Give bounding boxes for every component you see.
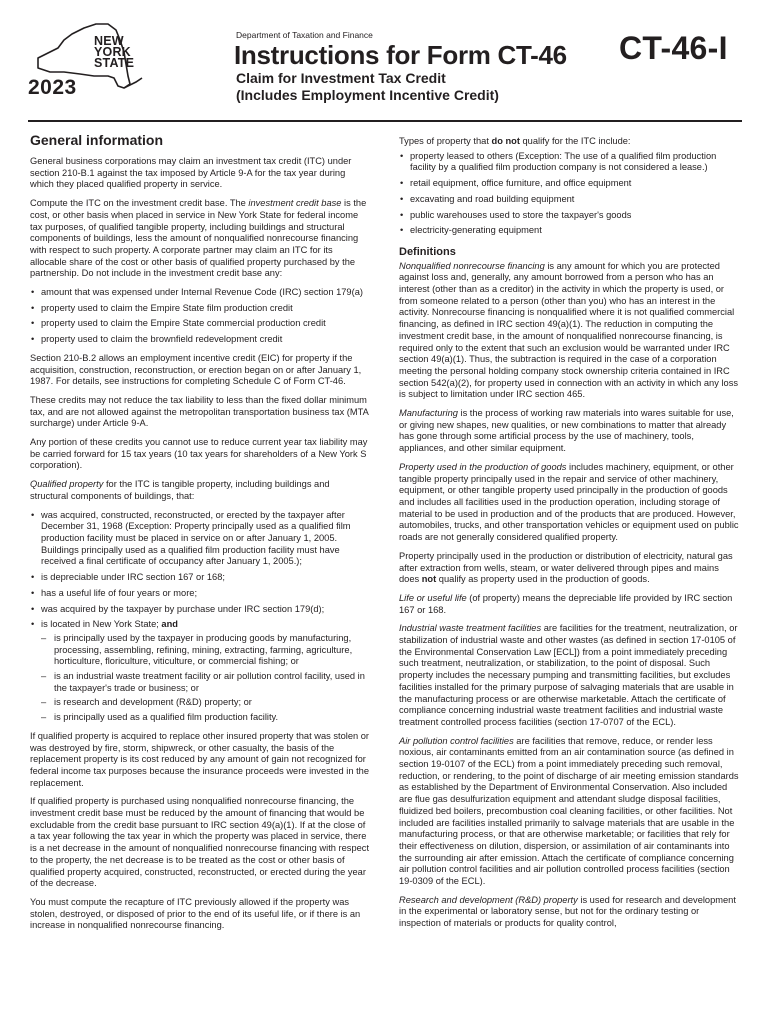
tax-year: 2023 xyxy=(28,76,77,99)
text-run: is the process of working raw materials into wares suitable for use, or giving new shapes, new qualities, or new combinations to matter that already has gone through some artificial process by the use of machinery, tools, appliances, and other similar equipment. xyxy=(399,408,734,454)
paragraph-credit-base xyxy=(30,198,370,280)
term: Nonqualified nonrecourse financing xyxy=(399,260,545,271)
header-divider xyxy=(28,120,742,122)
state-wordmark xyxy=(94,36,134,69)
paragraph-itc-intro: General business corporations may claim an investment tax credit (ITC) under section 210-B.1 against the tax imposed by Article 9-A for the tax year during which they placed qualified property in service. xyxy=(30,156,352,190)
text-run: Property principally used in the production or distribution of electricity, natural gas after extraction from wells, steam, or water delivered through pipes and mains does xyxy=(399,550,733,585)
subtitle-line-1: Claim for Investment Tax Credit xyxy=(236,70,446,86)
list-item: • property leased to others (Exception: The use of a qualified film production facility by a qualified film production company is not considered a lease.) xyxy=(399,151,741,174)
form-code: CT-46-I xyxy=(619,30,728,66)
exclusion-list xyxy=(30,287,370,346)
term: Property used in the production of goods xyxy=(399,461,567,472)
paragraph-nonrecourse-financing: If qualified property is purchased using nonqualified nonrecourse financing, the investment credit base must be reduced by the amount of financing that would be excludable from the credit base pursuant to IRC section 49(a)(1). If at the close of a tax year following the tax year in which the property was placed in service, there is a net decrease in the amount of nonqualified nonrecourse financing with respect to the property, the net decrease is to be treated as the cost or other basis of qualified property acquired, constructed, reconstructed, or erected during the year of the decrease. xyxy=(30,796,370,889)
paragraph-carryforward: Any portion of these credits you cannot use to reduce current year tax liability may be carried forward for 15 tax years (10 tax years for shareholders of a New York S corporation). xyxy=(30,437,368,471)
emphasis-not: not xyxy=(421,574,437,585)
section-heading: General information xyxy=(30,132,164,148)
subtitle-line-2: (Includes Employment Incentive Credit) xyxy=(236,87,499,103)
state-line-3: STATE xyxy=(94,56,135,70)
term: Life or useful life xyxy=(399,592,467,603)
list-item: • property used to claim the brownfield redevelopment credit xyxy=(30,334,370,346)
list-item: • property used to claim the Empire State film production credit xyxy=(30,303,370,315)
definition-air-pollution xyxy=(399,736,741,888)
list-item: • electricity-generating equipment xyxy=(399,225,741,237)
paragraph-utility-property xyxy=(399,551,741,586)
sub-list xyxy=(41,633,370,724)
list-item: • retail equipment, office furniture, and office equipment xyxy=(399,178,741,190)
list-item: • excavating and road building equipment xyxy=(399,194,741,206)
definitions-heading: Definitions xyxy=(399,245,456,258)
term-qualified-property: Qualified property xyxy=(30,479,104,490)
text-run: is located in New York State; xyxy=(41,619,159,630)
emphasis-and: and xyxy=(161,619,178,630)
list-item: • property used to claim the Empire State commercial production credit xyxy=(30,318,370,330)
text-run: Types of property that xyxy=(399,136,492,146)
state-line-1: NEW xyxy=(94,34,124,48)
nonqualifying-list xyxy=(399,151,741,237)
sub-list-item: – is research and development (R&D) property; or xyxy=(41,697,370,709)
paragraph-replacement-property: If qualified property is acquired to replace other insured property that was stolen or was destroyed by fire, storm, shipwreck, or other casualty, the basis of the replacement property is its cost reduced by any amount of gain not recognized for federal income tax purposes because the insurance proceeds were invested in the replacement. xyxy=(30,730,370,788)
department-name: Department of Taxation and Finance xyxy=(236,30,373,40)
list-item: • was acquired, constructed, reconstructed, or erected by the taxpayer after December 31, 1968 (Exception: Property principally used as a qualified film production facility must be placed in service on or after January 1, 2005. Buildings principally used as a qualified film production facility must have received a final certificate of occupancy after January 1, 2005.); xyxy=(30,510,370,569)
paragraph-tax-limit: These credits may not reduce the tax liability to less than the fixed dollar minimum tax, and are not allowed against the metropolitan transportation business tax (MTA surcharge) under Article 9-A. xyxy=(30,394,369,429)
text-run: is any amount for which you are protected against loss and, generally, any amount borrowed from a person who has an interest (other than as a creditor) in the activity in which the property is used, or from someone related to a person (other than you) who has an interest in the activity. Nonrecourse financing is nonqualified where it is not qualified commercial financing, as defined in IRC section 49(a)(1). The reduction in computing the investment credit base, in the amount of nonqualified nonrecourse financing, is required only to the extent that such an exclusion would be warranted under IRC section 49(a)(1). Thus, the subtraction is required in the case of a corporation meeting the personal holding company stock ownership criteria contained in IRC section 542(a)(2), for property used in connection with an activity in which any loss is subject to limitation under IRC section 465. xyxy=(399,260,738,400)
text-run: (of property) means the depreciable life provided by IRC section 167 or 168. xyxy=(399,592,733,615)
nys-logo xyxy=(24,18,144,98)
text-run: qualify for the ITC include: xyxy=(519,136,631,146)
left-column xyxy=(30,132,370,939)
list-item: • amount that was expensed under Internal Revenue Code (IRC) section 179(a) xyxy=(30,287,370,299)
document-title: Instructions for Form CT-46 xyxy=(234,40,567,70)
paragraph-recapture: You must compute the recapture of ITC previously allowed if the property was stolen, destroyed, or disposed of prior to the end of its useful life, or if there is an increase in nonqualified nonrecourse financing. xyxy=(30,896,361,931)
text-run: is the cost, or other basis when placed in service in New York State for federal income tax purposes, of qualified tangible property, including buildings and structural components of buildings, less the amount of nonqualified nonrecourse financing with respect to such property. A corporate partner may claim an ITC for its allocable share of the cost or other basis of qualified property purchased by the partnership. Do not include in the investment credit base any: xyxy=(30,198,367,279)
term: Research and development (R&D) property xyxy=(399,894,578,905)
text-run: qualify as property used in the production of goods. xyxy=(436,574,650,585)
paragraph-eic: Section 210-B.2 allows an employment incentive credit (EIC) for property if the acquisition, construction, reconstruction, or erection began on or after January 1, 1987. For details, see instructions for completing Schedule C of Form CT-46. xyxy=(30,352,362,387)
text-run: includes machinery, equipment, or other tangible property principally used in the repair and service of other machinery, equipment, or other tangible property used principally in the production of goods and includes all facilities used in the production operation, including storage of material to be used in production and of the products that are produced. However, automobiles, trucks, and other transportation vehicles or equipment used on public roads are not generally considered qualified property. xyxy=(399,461,739,543)
term: Industrial waste treatment facilities xyxy=(399,623,542,634)
sub-list-item: – is an industrial waste treatment facility or air pollution control facility, used in the taxpayer's trade or business; or xyxy=(41,671,370,694)
text-run: are facilities for the treatment, neutralization, or stabilization of industrial waste and other wastes (as defined in section 17-0105 of the Environmental Conservation Law [ECL]) from a point immediately preceding such treatment, neutralization, or stabilization, to the point of disposal. Such property includes the necessary pumping and transmitting facilities, but excludes facilities installed for the primary purpose of salvaging materials that are usable in the manufacturing process or are otherwise marketable. Attach the certificate of compliance concerning industrial waste treatment facilities and industrial waste treatment controlled process facilities (section 17-0707 of the ECL). xyxy=(399,623,738,727)
definition-useful-life xyxy=(399,593,741,616)
text-run: for the ITC is tangible property, including buildings and structural components of buildings, that: xyxy=(30,479,330,501)
list-item xyxy=(30,619,370,724)
list-item: • is depreciable under IRC section 167 or 168; xyxy=(30,572,370,584)
qualified-property-list xyxy=(30,510,370,724)
paragraph-qualified-property xyxy=(30,479,370,502)
definition-waste-treatment xyxy=(399,623,741,728)
list-item: • public warehouses used to store the taxpayer's goods xyxy=(399,210,741,222)
definition-nonrecourse xyxy=(399,261,741,401)
state-line-2: YORK xyxy=(94,45,131,59)
text-run: Compute the ITC on the investment credit base. The xyxy=(30,198,249,209)
term: Manufacturing xyxy=(399,408,458,419)
emphasis-do-not: do not xyxy=(491,136,520,146)
list-item: • has a useful life of four years or more; xyxy=(30,588,370,600)
sub-list-item: – is principally used as a qualified film production facility. xyxy=(41,712,370,724)
text-run: is used for research and development in the experimental or laboratory sense, but not for the ordinary testing or inspection of materials or products for quality control, xyxy=(399,894,736,929)
term: Air pollution control facilities xyxy=(399,735,514,746)
text-run: are facilities that remove, reduce, or render less noxious, air contaminants emitted from an air contamination source (as defined in section 19-0107 of the ECL) from a point immediately preceding such removal, reduction, or rendering, to the point of discharge of air meeting emission standards as established by the Department of Environmental Conservation. Also included are flue gas desulfurization equipment and attendant sludge disposal facilities, fluidized bed boilers, precombustion coal cleaning facilities, or other facilities. Not included are facilities installed primarily to salvage materials that are usable in the manufacturing process, or that are otherwise marketable; or facilities that rely for their effectiveness on dilution, dispersion, or assimilation of air contaminants into the surrounding air after emission. Attach the certificate of compliance concerning air pollution control facilities and air pollution controlled process facilities (section 19-0309 of the ECL). xyxy=(399,735,739,887)
list-item: • was acquired by the taxpayer by purchase under IRC section 179(d); xyxy=(30,604,370,616)
paragraph-nonqualifying-intro xyxy=(399,136,741,148)
term-investment-credit-base: investment credit base xyxy=(248,198,342,209)
document-subtitle xyxy=(236,70,499,104)
definition-manufacturing xyxy=(399,408,741,455)
sub-list-item: – is principally used by the taxpayer in producing goods by manufacturing, processing, assembling, refining, mining, extracting, farming, agriculture, horticulture, floriculture, viticulture, or commercial fishing; or xyxy=(41,633,370,668)
right-column xyxy=(399,136,741,937)
definition-rd-property xyxy=(399,895,741,930)
definition-production-property xyxy=(399,462,741,544)
